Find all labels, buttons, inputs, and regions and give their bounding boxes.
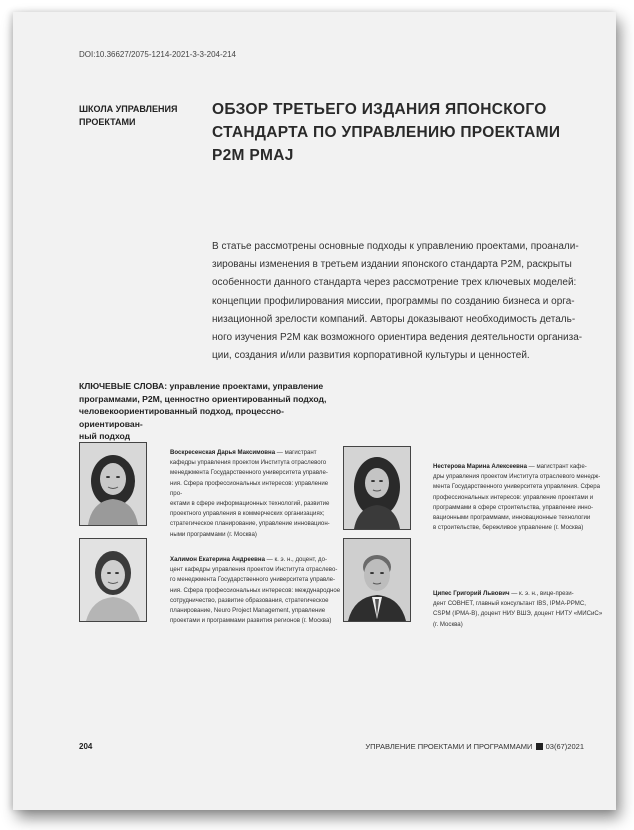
page-number: 204 (79, 742, 93, 751)
journal-name: УПРАВЛЕНИЕ ПРОЕКТАМИ И ПРОГРАММАМИ (365, 742, 533, 751)
bio-line: ния. Сфера профессиональных интересов: управление про- (170, 479, 329, 497)
bio-line: мента Государственного университета управления. Сфера (433, 483, 601, 491)
keywords-line: человекоориентированный подход, процессно-ориентирован- (79, 406, 285, 429)
abstract-line: ции, создания и/или развития корпоративной культуры и ценностей. (212, 350, 530, 362)
author-name: Нестерова Марина Алексеевна (433, 463, 527, 470)
bio-line: Воскресенская Дарья Максимовна — магистрант (170, 449, 317, 456)
keywords-line: программами, P2M, ценностно ориентированный подход, (79, 393, 327, 404)
bio-line: программами в сфере строительства, управление инно- (433, 503, 593, 511)
article-title (212, 98, 592, 167)
author-bio (170, 555, 342, 626)
bio-line: CSPM (IPMA-B), доцент НИУ ВШЭ, доцент НИТУ «МИСиС» (433, 610, 603, 618)
author-name: Ципес Григорий Львович (433, 590, 510, 597)
bio-line: проектами и программами развития регионов (г. Москва) (170, 617, 332, 625)
bio-line: Нестерова Марина Алексеевна — магистрант кафе- (433, 463, 587, 470)
abstract (212, 238, 594, 365)
journal-footer (365, 742, 584, 751)
bio-line: Ципес Григорий Львович — к. э. н., вице-прези- (433, 590, 574, 597)
author-bio (433, 589, 608, 630)
bio-line: ными программами (г. Москва) (170, 530, 257, 538)
bio-line: вационными программами, инновационные технологии (433, 514, 591, 522)
bio-line: го менеджмента Государственного университета управле- (170, 576, 336, 584)
abstract-line: концепции профилирования миссии, программы по созданию бизнеса и орга- (212, 295, 575, 307)
bio-line: профессиональных интересов: управление проектами и (433, 493, 594, 501)
keywords-line: КЛЮЧЕВЫЕ СЛОВА: управление проектами, управление (79, 381, 324, 391)
journal-issue: 03(67)2021 (545, 742, 584, 751)
abstract-line: особенности данного стандарта через рассмотрение трех ключевых моделей: (212, 277, 577, 289)
abstract-line: низационной зрелости компаний. Авторы доказывают необходимость деталь- (212, 313, 576, 325)
journal-page (13, 12, 616, 810)
bio-line: цент кафедры управления проектом Института отраслево- (170, 566, 338, 574)
author-name: Халимон Екатерина Андреевна (170, 556, 265, 563)
bio-line: сотрудничество, развитие образования, стратегическое (170, 596, 329, 604)
bio-line: стратегическое планирование, управление инновацион- (170, 520, 330, 528)
bio-line: дры управления проектом Института отраслевого менедж- (433, 473, 601, 481)
title-line: СТАНДАРТА ПО УПРАВЛЕНИЮ ПРОЕКТАМИ (212, 124, 561, 141)
author-photo (343, 538, 411, 622)
bio-line: ния. Сфера профессиональных интересов: международное (170, 586, 341, 594)
author-name: Воскресенская Дарья Максимовна (170, 449, 276, 456)
square-icon (536, 743, 543, 750)
section-line: ПРОЕКТАМИ (79, 117, 136, 127)
doi: DOI:10.36627/2075-1214-2021-3-3-204-214 (79, 50, 237, 59)
bio-line: проектного управления в коммерческих организациях; (170, 510, 325, 518)
abstract-line: зированы изменения в третьем издании японского стандарта P2M, раскрыты (212, 259, 572, 271)
abstract-line: ного изучения P2M как возможного ориентира ведения деятельности организа- (212, 332, 583, 344)
author-photo (79, 538, 147, 622)
bio-line: планирование, Neuro Project Management, управление (170, 607, 326, 615)
abstract-line: В статье рассмотрены основные подходы к управлению проектами, проанали- (212, 241, 579, 252)
keywords (79, 380, 331, 443)
bio-line: Халимон Екатерина Андреевна — к. э. н., доцент, до- (170, 556, 328, 563)
bio-line: дент СОВНЕТ, главный консультант IBS, IPMA-PPMC, (433, 600, 586, 608)
title-line: ОБЗОР ТРЕТЬЕГО ИЗДАНИЯ ЯПОНСКОГО (212, 101, 547, 118)
section-line: ШКОЛА УПРАВЛЕНИЯ (79, 104, 178, 114)
bio-line: кафедры управления проектом Института отраслевого (170, 459, 327, 467)
section-heading (79, 103, 189, 129)
keywords-line: ный подход (79, 431, 131, 441)
author-bio (170, 448, 340, 540)
bio-line: ектами в сфере информационных технологий, развитие (170, 500, 330, 508)
title-line: P2M PMAJ (212, 147, 294, 164)
bio-line: менеджмента Государственного университета управле- (170, 469, 328, 477)
author-photo (343, 446, 411, 530)
author-photo (79, 442, 147, 526)
bio-line: (г. Москва) (433, 620, 463, 628)
author-bio (433, 462, 608, 533)
bio-line: в строительстве, бережливое управление (г. Москва) (433, 524, 584, 532)
